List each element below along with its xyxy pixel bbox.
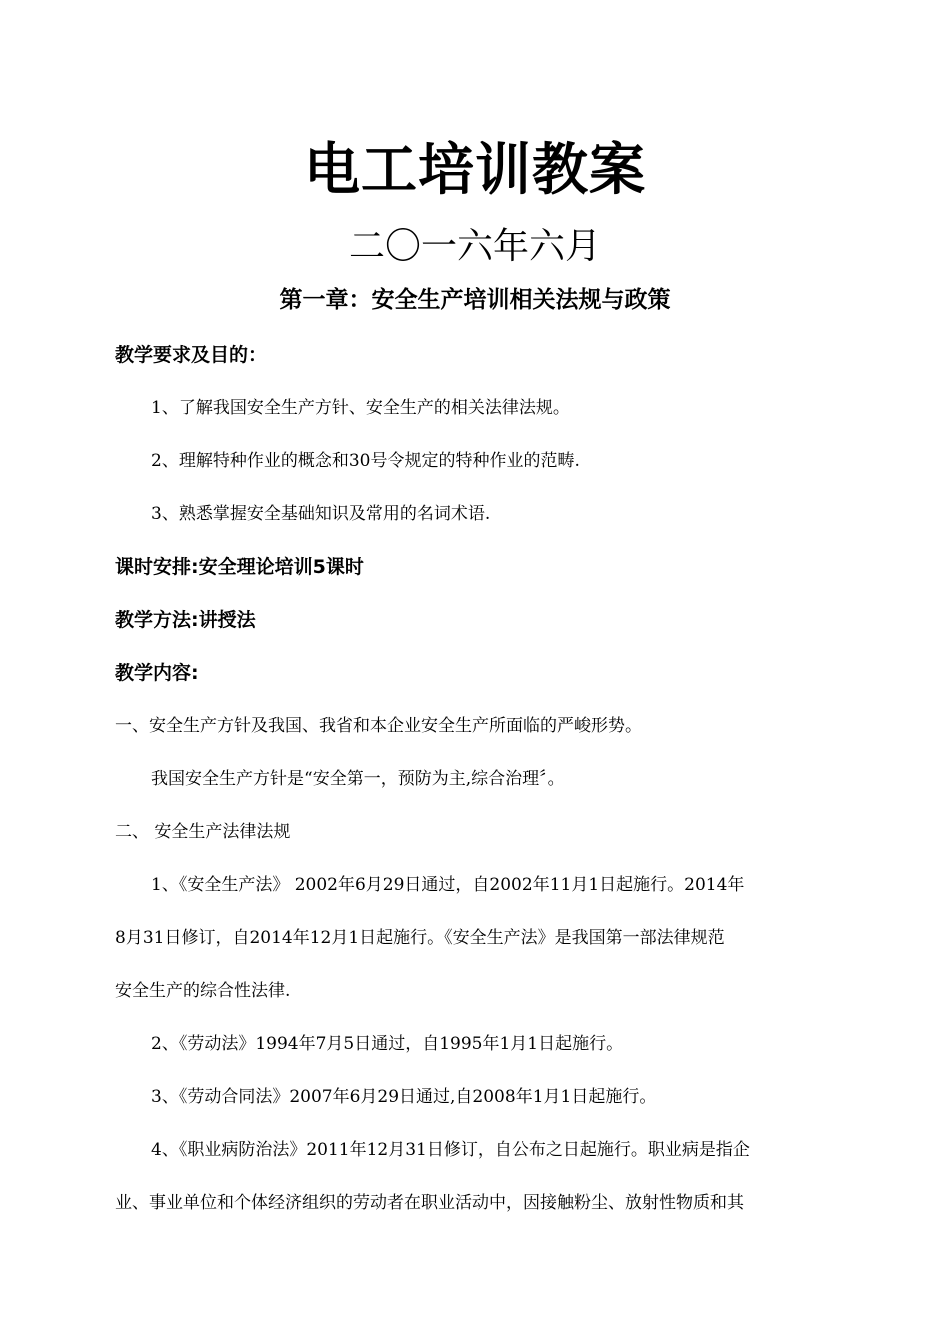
document-date: 二〇一六年六月 bbox=[348, 226, 601, 267]
law-paragraph-line: 8月31日修订，自2014年12月1日起施行。《安全生产法》是我国第一部法律规范 bbox=[115, 928, 725, 948]
section-paragraph: 我国安全生产方针是“安全第一，预防为主,综合治理〞。 bbox=[151, 769, 565, 789]
objectives-heading: 教学要求及目的： bbox=[115, 344, 268, 366]
chapter-title: 第一章：安全生产培训相关法规与政策 bbox=[279, 287, 671, 313]
law-paragraph-line: 2、《劳动法》1994年7月5日通过，自1995年1月1日起施行。 bbox=[151, 1034, 624, 1054]
law-paragraph-line: 安全生产的综合性法律. bbox=[115, 981, 291, 1001]
law-paragraph-line: 4、《职业病防治法》2011年12月31日修订，自公布之日起施行。职业病是指企 bbox=[151, 1140, 750, 1160]
law-paragraph-line: 业、事业单位和个体经济组织的劳动者在职业活动中，因接触粉尘、放射性物质和其 bbox=[115, 1193, 744, 1213]
content-heading: 教学内容: bbox=[115, 662, 199, 684]
objective-item: 3、熟悉掌握安全基础知识及常用的名词术语. bbox=[151, 504, 491, 524]
law-paragraph-line: 1、《安全生产法》 2002年6月29日通过，自2002年11月1日起施行。2014年 bbox=[151, 875, 745, 895]
method-line: 教学方法:讲授法 bbox=[115, 609, 256, 631]
schedule-line: 课时安排:安全理论培训5课时 bbox=[115, 556, 364, 578]
document-title: 电工培训教案 bbox=[304, 138, 646, 203]
objective-item: 2、理解特种作业的概念和30号令规定的特种作业的范畴. bbox=[151, 451, 580, 471]
law-paragraph-line: 3、《劳动合同法》2007年6月29日通过,自2008年1月1日起施行。 bbox=[151, 1087, 657, 1107]
section-title: 二、 安全生产法律法规 bbox=[115, 822, 291, 842]
section-title: 一、安全生产方针及我国、我省和本企业安全生产所面临的严峻形势。 bbox=[115, 716, 642, 736]
objective-item: 1、了解我国安全生产方针、安全生产的相关法律法规。 bbox=[151, 398, 570, 418]
